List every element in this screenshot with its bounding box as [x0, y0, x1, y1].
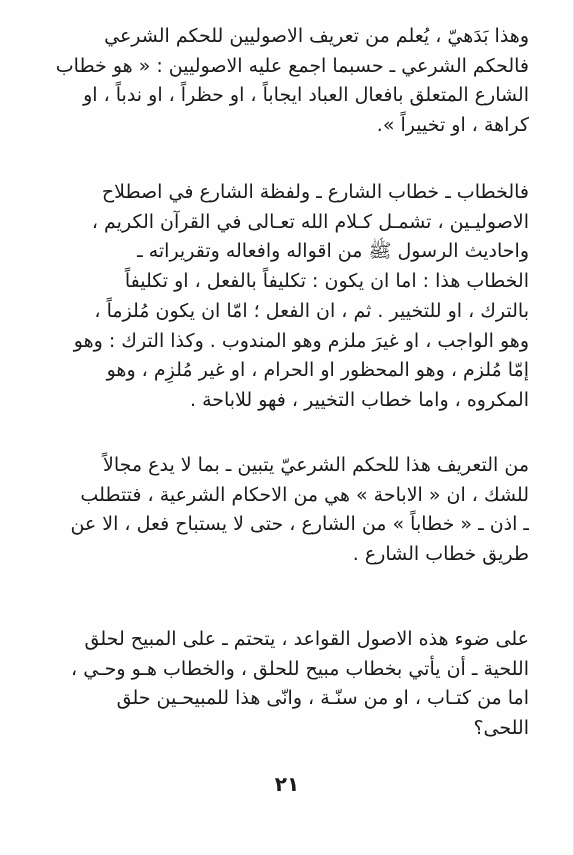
- paragraph-4: [38, 625, 529, 744]
- text-line: كراهة ، او تخييراً ».: [376, 114, 529, 137]
- text-line: المكروه ، واما خطاب التخيير ، فهو للاباحة .: [189, 388, 529, 411]
- text-line: ـ اذن ـ « خطاباً » من الشارع ، حتى لا يستباح فعل ، الا عن: [70, 513, 529, 536]
- text-line: اما من كتـاب ، او من سنّـة ، وانّى هذا للمبيحـين حلق: [116, 687, 529, 710]
- paragraph-3: [38, 451, 529, 570]
- text-line: الخطاب هذا : اما ان يكون : تكليفاً بالفعل ، او تكليفاً: [124, 270, 529, 293]
- page-number: ٢١: [274, 772, 300, 796]
- text-line: على ضوء هذه الاصول القواعد ، يتحتم ـ على المبيح لحلق: [84, 628, 529, 650]
- text-line: الاصوليـين ، تشمـل كـلام الله تعـالى في القرآن الكريم ،: [91, 210, 529, 233]
- text-line: اللحية ـ أن يأتي بخطاب مبيح للحلق ، والخطاب هـو وحـي ،: [71, 657, 529, 680]
- paragraph-2: [38, 178, 529, 416]
- paragraph-1: [38, 22, 529, 141]
- text-line: وهذا بَدَهيّ ، يُعلم من تعريف الاصوليين للحكم الشرعي: [104, 25, 529, 47]
- text-line: فالخطاب ـ خطاب الشارع ـ ولفظة الشارع في اصطلاح: [101, 181, 529, 203]
- text-line: طريق خطاب الشارع .: [352, 543, 529, 566]
- text-line: اللحى؟: [473, 717, 529, 740]
- text-line: وهو الواجب ، او غيرَ ملزم وهو المندوب . وكذا الترك : وهو: [73, 329, 529, 352]
- text-line: فالحكم الشرعي ـ حسبما اجمع عليه الاصوليين : « هو خطاب: [55, 54, 529, 77]
- text-line: من التعريف هذا للحكم الشرعيّ يتبين ـ بما لا يدع مجالاً: [103, 454, 529, 476]
- text-line: إمّا مُلزم ، وهو المحظور او الحرام ، او غير مُلزِم ، وهو: [106, 359, 529, 382]
- text-line: بالترك ، او للتخيير . ثم ، ان الفعل ؛ امّا ان يكون مُلزماً ،: [94, 299, 529, 322]
- text-line: الشارع المتعلق بافعال العباد ايجاباً ، او حظراً ، او ندباً ، او: [83, 84, 529, 107]
- text-line: واحاديث الرسول ﷺ من اقواله وافعاله وتقريراته ـ: [137, 240, 529, 263]
- text-line: للشك ، ان « الاباحة » هي من الاحكام الشرعية ، فتتطلب: [80, 483, 529, 506]
